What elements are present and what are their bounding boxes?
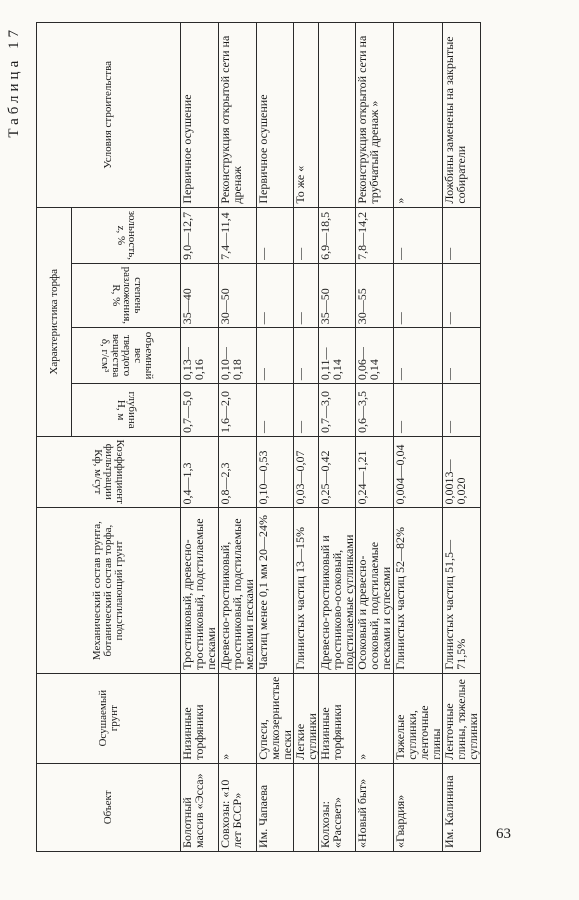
cell-ash: — xyxy=(257,207,294,263)
cell-depth: 0,7—5,0 xyxy=(181,384,219,437)
cell-decomposition: — xyxy=(394,263,443,327)
cell-depth: — xyxy=(257,384,294,437)
cell-depth: — xyxy=(443,384,481,437)
table-row xyxy=(443,23,481,852)
header-density xyxy=(72,328,181,384)
cell-composition: Частиц менее 0,1 мм 20—24% xyxy=(257,508,294,673)
cell-filtration: 0,24—1,21 xyxy=(356,436,394,508)
cell-composition: Древесно-тростниковый и тростниково-осоковый, подстилаемые суглинками xyxy=(319,508,356,673)
cell-density: 0,10—0,18 xyxy=(219,328,257,384)
cell-composition: Древесно-тростниковый, тростниковый, подстилаемые мелкими песками xyxy=(219,508,257,673)
cell-soil: » xyxy=(219,673,257,763)
cell-decomposition: 30—55 xyxy=(356,263,394,327)
cell-soil: Тяжелые суглинки, ленточные глины xyxy=(394,673,443,763)
cell-ash: 6,9—18,5 xyxy=(319,207,356,263)
cell-density: — xyxy=(257,328,294,384)
cell-object: «Гвардия» xyxy=(394,763,443,851)
cell-object: Совхозы: «10 лет БССР» xyxy=(219,763,257,851)
table-row xyxy=(219,23,257,852)
cell-filtration: 0,03—0,07 xyxy=(294,436,319,508)
cell-composition: Осоковый и древесно-осоковый, подстилаемые песками и супесями xyxy=(356,508,394,673)
cell-decomposition: — xyxy=(443,263,481,327)
cell-density: — xyxy=(294,328,319,384)
cell-conditions: Реконструкция открытой сети на трубчатый дренаж » xyxy=(356,23,394,208)
cell-conditions: Реконструкция открытой сети на дренаж xyxy=(219,23,257,208)
cell-filtration: 0,4—1,3 xyxy=(181,436,219,508)
header-ash xyxy=(72,207,181,263)
header-ash-text: зольность, z, % xyxy=(115,210,138,260)
header-peat: Характеристика торфа xyxy=(37,207,72,436)
header-composition: Механический состав грунта, ботанический состав торфа, подстилающий грунт xyxy=(37,508,181,673)
cell-object: Колхозы: «Рассвет» xyxy=(319,763,356,851)
header-decomposition xyxy=(72,263,181,327)
cell-decomposition: 30—50 xyxy=(219,263,257,327)
header-object: Объект xyxy=(37,763,181,851)
cell-ash: — xyxy=(443,207,481,263)
cell-ash: 7,4—11,4 xyxy=(219,207,257,263)
cell-filtration: 0,8—2,3 xyxy=(219,436,257,508)
header-soil: Осушаемый грунт xyxy=(37,673,181,763)
cell-density: 0,11—0,14 xyxy=(319,328,356,384)
cell-composition: Глинистых частиц 51,5—71,5% xyxy=(443,508,481,673)
table-row xyxy=(319,23,356,852)
cell-filtration: 0,25—0,42 xyxy=(319,436,356,508)
header-density-text: объемный вес твердого вещества δ, г/см³ xyxy=(98,331,155,380)
table-row xyxy=(356,23,394,852)
cell-density: — xyxy=(394,328,443,384)
cell-ash: 7,8—14,2 xyxy=(356,207,394,263)
cell-depth: 1,6—2,0 xyxy=(219,384,257,437)
cell-object xyxy=(294,763,319,851)
table-row xyxy=(394,23,443,852)
cell-conditions: Ложбины заменены на закрытые собиратели xyxy=(443,23,481,208)
cell-depth: 0,7—3,0 xyxy=(319,384,356,437)
cell-decomposition: — xyxy=(257,263,294,327)
header-depth xyxy=(72,384,181,437)
cell-density: 0,13—0,16 xyxy=(181,328,219,384)
cell-object: «Новый быт» xyxy=(356,763,394,851)
cell-soil: Супеси, мелкозернистые пески xyxy=(257,673,294,763)
table-row xyxy=(257,23,294,852)
header-filtration-text: Коэффициент фильтрации Кф, м/сут xyxy=(92,439,126,505)
header-row-1 xyxy=(37,23,72,852)
page-number: 63 xyxy=(496,826,511,842)
cell-soil: Легкие суглинки xyxy=(294,673,319,763)
header-filtration xyxy=(37,436,181,508)
cell-conditions xyxy=(319,23,356,208)
cell-soil: Низинные торфяники xyxy=(181,673,219,763)
cell-soil: » xyxy=(356,673,394,763)
header-decomposition-text: степень разложения, R, % xyxy=(109,266,144,325)
cell-soil: Низинные торфяники xyxy=(319,673,356,763)
cell-decomposition: — xyxy=(294,263,319,327)
table-row xyxy=(294,23,319,852)
data-table xyxy=(36,22,481,852)
header-depth-text: глубина H, м xyxy=(115,391,138,429)
cell-object: Им. Чапаева xyxy=(257,763,294,851)
cell-depth: 0,6—3,5 xyxy=(356,384,394,437)
cell-density: — xyxy=(443,328,481,384)
cell-composition: Глинистых частиц 52—82% xyxy=(394,508,443,673)
cell-depth: — xyxy=(394,384,443,437)
cell-conditions: Первичное осушение xyxy=(181,23,219,208)
cell-decomposition: 35—40 xyxy=(181,263,219,327)
cell-ash: — xyxy=(394,207,443,263)
cell-filtration: 0,10—0,53 xyxy=(257,436,294,508)
cell-filtration: 0,004—0,04 xyxy=(394,436,443,508)
cell-density: 0,06—0,14 xyxy=(356,328,394,384)
cell-soil: Ленточные глины, тяжелые суглинки xyxy=(443,673,481,763)
table-body xyxy=(181,23,481,852)
cell-composition: Глинистых частиц 13—15% xyxy=(294,508,319,673)
cell-conditions: То же « xyxy=(294,23,319,208)
cell-conditions: » xyxy=(394,23,443,208)
table-caption: Таблица 17 xyxy=(6,26,22,138)
cell-ash: 9,0—12,7 xyxy=(181,207,219,263)
table-row xyxy=(181,23,219,852)
cell-decomposition: 35—50 xyxy=(319,263,356,327)
cell-composition: Тростниковый, древесно-тростниковый, подстилаемые песками xyxy=(181,508,219,673)
cell-conditions: Первичное осушение xyxy=(257,23,294,208)
cell-object: Им. Калинина xyxy=(443,763,481,851)
cell-object: Болотный массив «Эсса» xyxy=(181,763,219,851)
header-conditions: Условия строительства xyxy=(37,23,181,208)
cell-ash: — xyxy=(294,207,319,263)
cell-depth: — xyxy=(294,384,319,437)
cell-filtration: 0,0013—0,020 xyxy=(443,436,481,508)
